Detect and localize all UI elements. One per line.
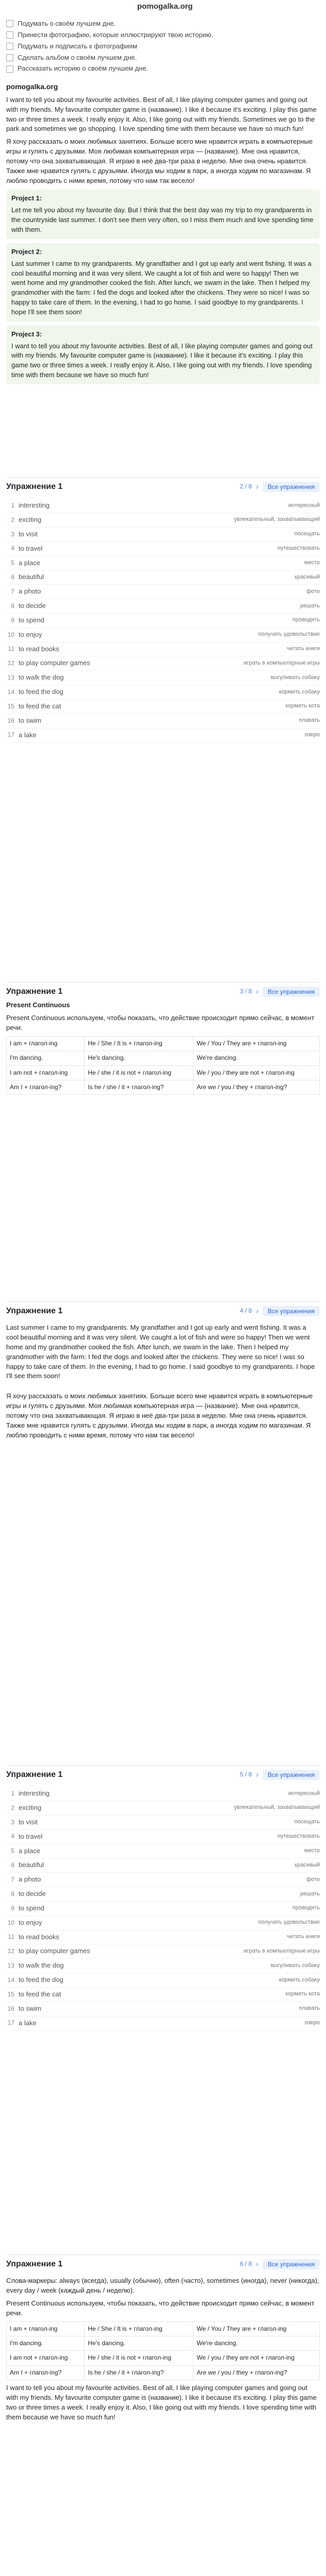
exercise-title: Упражнение 1 [6,2260,63,2268]
next-arrow-icon[interactable]: › [256,1770,258,1779]
exercise-header [6,982,320,1001]
list-item: 16 to swim плавать [6,714,320,728]
list-item: 10 to enjoy получать удовольствие [6,628,320,642]
table-row: I am not + глагол-ing He / she / it is not + глагол-ing We / you / they are not + глагол-ing [7,2351,320,2365]
next-arrow-icon[interactable]: › [256,482,258,491]
exercise-page-counter: 2 / 8 [239,482,252,490]
next-arrow-icon[interactable]: › [256,987,258,996]
essay-paragraph-ru: Я хочу рассказать о моих любимых занятиях. Больше всего мне нравится играть в компьютерные игры и гулять с друзьями. Моя любимая компьютерная игра — (название). Мне она нравится, потому что она захватывающая. Я играю в неё два-три раза в неделю. Мне она очень нравится. Также мне нравится гулять с друзьями. Иногда мы ходим в парк, а иногда ходим по магазинам. Я люблю проводить с ними время, потому что нам так весело! [6,1392,313,1439]
grammar-heading: Present Continuous [6,1001,70,1009]
list-item: 17 a lake озеро [6,728,320,743]
project-title: Project 3: [11,330,42,338]
tail-paragraph: Слова-маркеры: always (всегда), usually (обычно), often (часто), sometimes (иногда), never (никогда), every day / week (каждый день / неделю). [6,2277,319,2295]
list-item: 9 to spend проводить [6,1902,320,1916]
checkbox-icon [6,20,13,27]
exercise-page-counter: 3 / 8 [239,987,252,995]
table-row: I am not + глагол-ing He / she / it is not + глагол-ing We / you / they are not + глагол-ing [7,1065,320,1080]
hint-item: Принести фотографию, которые иллюстрируют твою историю. [6,30,320,40]
exercise-controls [240,2259,320,2269]
table-row: Am I + глагол-ing? Is he / she / it + глагол-ing? Are we / you / they + глагол-ing? [7,2365,320,2380]
hint-item: Рассказать историю о своём лучшем дне. [6,64,320,74]
exercise-title: Упражнение 1 [6,482,63,491]
list-item: 7 a photo фото [6,1873,320,1887]
project-text: I want to tell you about my favourite activities. Best of all, I like playing computer games and going out with my friends. My favourite computer game is (название). I like it because it's exciting. I play this game two or three times a week. I really enjoy it. Also, I like going out with my friends. I love spending time with them because we have so much fun! [11,342,313,379]
exercise-controls [240,1769,320,1780]
list-item: 11 to read books читать книги [6,642,320,657]
list-item: 5 a place место [6,556,320,571]
list-item: 6 beautiful красивый [6,570,320,585]
checkbox-icon [6,65,13,73]
all-exercises-button[interactable]: Все упражнения [263,482,320,492]
exercise-controls [240,1306,320,1316]
all-exercises-button[interactable]: Все упражнения [263,1770,320,1780]
list-item: 14 to feed the dog кормить собаку [6,1973,320,1988]
exercise-page-counter: 6 / 8 [239,2260,252,2267]
list-item: 7 a photo фото [6,585,320,599]
list-item: 15 to feed the cat кормить кота [6,1988,320,2002]
list-item: 14 to feed the dog кормить собаку [6,685,320,700]
list-item: 8 to decide решать [6,1887,320,1902]
hint-item: Подумать и подписать к фотографиям [6,42,320,52]
checkbox-icon [6,31,13,39]
list-item: 3 to visit посещать [6,1816,320,1830]
next-arrow-icon[interactable]: › [256,1307,258,1315]
list-item: 11 to read books читать книги [6,1930,320,1945]
project-card [6,243,320,321]
exercise-page-counter: 4 / 8 [239,1307,252,1314]
project-card [6,190,320,239]
grammar-table [6,2321,320,2381]
essay-paragraph-en: I want to tell you about my favourite activities. Best of all, I like playing computer games and going out with my friends. My favourite computer game is (название). I like it because it's exciting. I play this game two or three times a week. I really enjoy it. Also, I like going out with my friends. Sometimes we go to the park and sometimes we go shopping. I love spending time with them because we have so much fun! [6,95,317,133]
essay [0,77,326,393]
list-item: 5 a place место [6,1844,320,1859]
intro-hints [0,13,326,79]
essay-paragraph-ru: Я хочу рассказать о моих любимых занятиях. Больше всего мне нравится играть в компьютерные игры и гулять с друзьями. Моя любимая компьютерная игра — (название). Мне она нравится, потому что она захватывающая. Я играю в неё два-три раза в неделю. Мне она очень нравится. Также мне нравится гулять с друзьями. Иногда мы ходим в парк, а иногда ходим по магазинам. Я люблю проводить с ними время, потому что нам так весело! [6,138,313,184]
exercise-block-4 [0,1752,326,2038]
grammar-table [6,1036,320,1095]
list-item: 9 to spend проводить [6,614,320,628]
exercise-controls [240,986,320,996]
table-row: Am I + глагол-ing? Is he / she / it + глагол-ing? Are we / you / they + глагол-ing? [7,1080,320,1094]
watermark: pomogalka.org [6,82,58,91]
exercise-title: Упражнение 1 [6,987,63,996]
exercise-block-5 [0,2241,326,2430]
exercise-title: Упражнение 1 [6,1770,63,1779]
list-item: 6 beautiful красивый [6,1858,320,1873]
table-row: I am + глагол-ing He / She / It is + глагол-ing We / You / They are + глагол-ing [7,2321,320,2336]
list-item: 1 interesting интересный [6,1787,320,1801]
exercise-block-3 [0,1288,326,1447]
project-text: Last summer I came to my grandparents. My grandfather and I got up early and went fishing. It was a cool beautiful morning and it was very silent. We caught a lot of fish and were so happy! Then we went home and my grandmother cooked the fish. After lunch, we swam in the lake. Then I helped my grandmother with the farm: I fed the dogs and looked after the chickens. They were so nice! I was so happy to take care of them. In the evening, I had to go home. I said goodbye to my grandparents. I hope I'll see them soon! [6,1324,315,1380]
exercise-block-1 [0,464,326,750]
list-item: 13 to walk the dog выгуливать собаку [6,671,320,685]
project-card [6,326,320,384]
next-arrow-icon[interactable]: › [256,2260,258,2268]
checkbox-icon [6,54,13,61]
list-item: 10 to enjoy получать удовольствие [6,1916,320,1930]
project-text: I want to tell you about my favourite activities. Best of all, I like playing computer games and going out with my friends. My favourite computer game is (название). I like it because it's exciting. I play this game two or three times a week. I really enjoy it. Also, I like going out with my friends. I love spending time with them because we have so much fun! [6,2384,317,2421]
vocab-list [6,499,320,742]
exercise-controls [240,481,320,492]
list-item: 2 exciting увлекательный, захватывающий [6,513,320,528]
list-item: 2 exciting увлекательный, захватывающий [6,1801,320,1816]
exercise-page-counter: 5 / 8 [239,1770,252,1778]
table-row: I'm dancing. He's dancing. We're dancing. [7,2336,320,2350]
project-text: Let me tell you about my favourite day. But I think that the best day was my trip to my grandparents in the countryside last summer. I don't see them very often, so I miss them much and love spending time with them. [11,206,314,233]
exercise-block-2 [0,969,326,1102]
all-exercises-button[interactable]: Все упражнения [263,1306,320,1316]
site-logo[interactable]: pomogalka.org [137,2,193,11]
list-item: 4 to travel путешествовать [6,542,320,556]
exercise-header [6,477,320,496]
vocab-list [6,1787,320,2030]
all-exercises-button[interactable]: Все упражнения [263,2259,320,2269]
exercise-header [6,1765,320,1784]
project-title: Project 2: [11,247,42,256]
list-item: 13 to walk the dog выгуливать собаку [6,1959,320,1973]
hint-item: Подумать о своём лучшем дне. [6,19,320,29]
grammar-intro: Present Continuous используем, чтобы показать, что действие происходит прямо сейчас, в момент речи. [6,2299,315,2317]
grammar-intro: Present Continuous используем, чтобы показать, что действие происходит прямо сейчас, в момент речи. [6,1014,315,1031]
list-item: 15 to feed the cat кормить кота [6,700,320,714]
list-item: 8 to decide решать [6,599,320,614]
all-exercises-button[interactable]: Все упражнения [263,987,320,997]
list-item: 12 to play computer games играть в компьютерные игры [6,656,320,671]
hint-item: Сделать альбом о своём лучшем дне. [6,53,320,63]
project-title: Project 1: [11,194,42,202]
exercise-title: Упражнение 1 [6,1307,63,1315]
list-item: 1 interesting интересный [6,499,320,513]
table-row: I am + глагол-ing He / She / It is + глагол-ing We / You / They are + глагол-ing [7,1036,320,1050]
table-row: I'm dancing. He's dancing. We're dancing. [7,1051,320,1065]
list-item: 17 a lake озеро [6,2016,320,2031]
exercise-header [6,2255,320,2273]
list-item: 12 to play computer games играть в компьютерные игры [6,1944,320,1959]
list-item: 16 to swim плавать [6,2002,320,2016]
exercise-header [6,1301,320,1320]
checkbox-icon [6,43,13,50]
list-item: 4 to travel путешествовать [6,1830,320,1844]
list-item: 3 to visit посещать [6,528,320,542]
project-text: Last summer I came to my grandparents. My grandfather and I got up early and went fishing. It was a cool beautiful morning and it was very silent. We caught a lot of fish and were so happy! Then we went home and my grandmother cooked the fish. After lunch, we swam in the lake. Then I helped my grandmother with the farm: I fed the dogs and looked after the chickens. They were so nice! I was so happy to take care of them. In the evening, I had to go home. I said goodbye to my grandparents. I hope I'll see them soon! [11,259,312,316]
